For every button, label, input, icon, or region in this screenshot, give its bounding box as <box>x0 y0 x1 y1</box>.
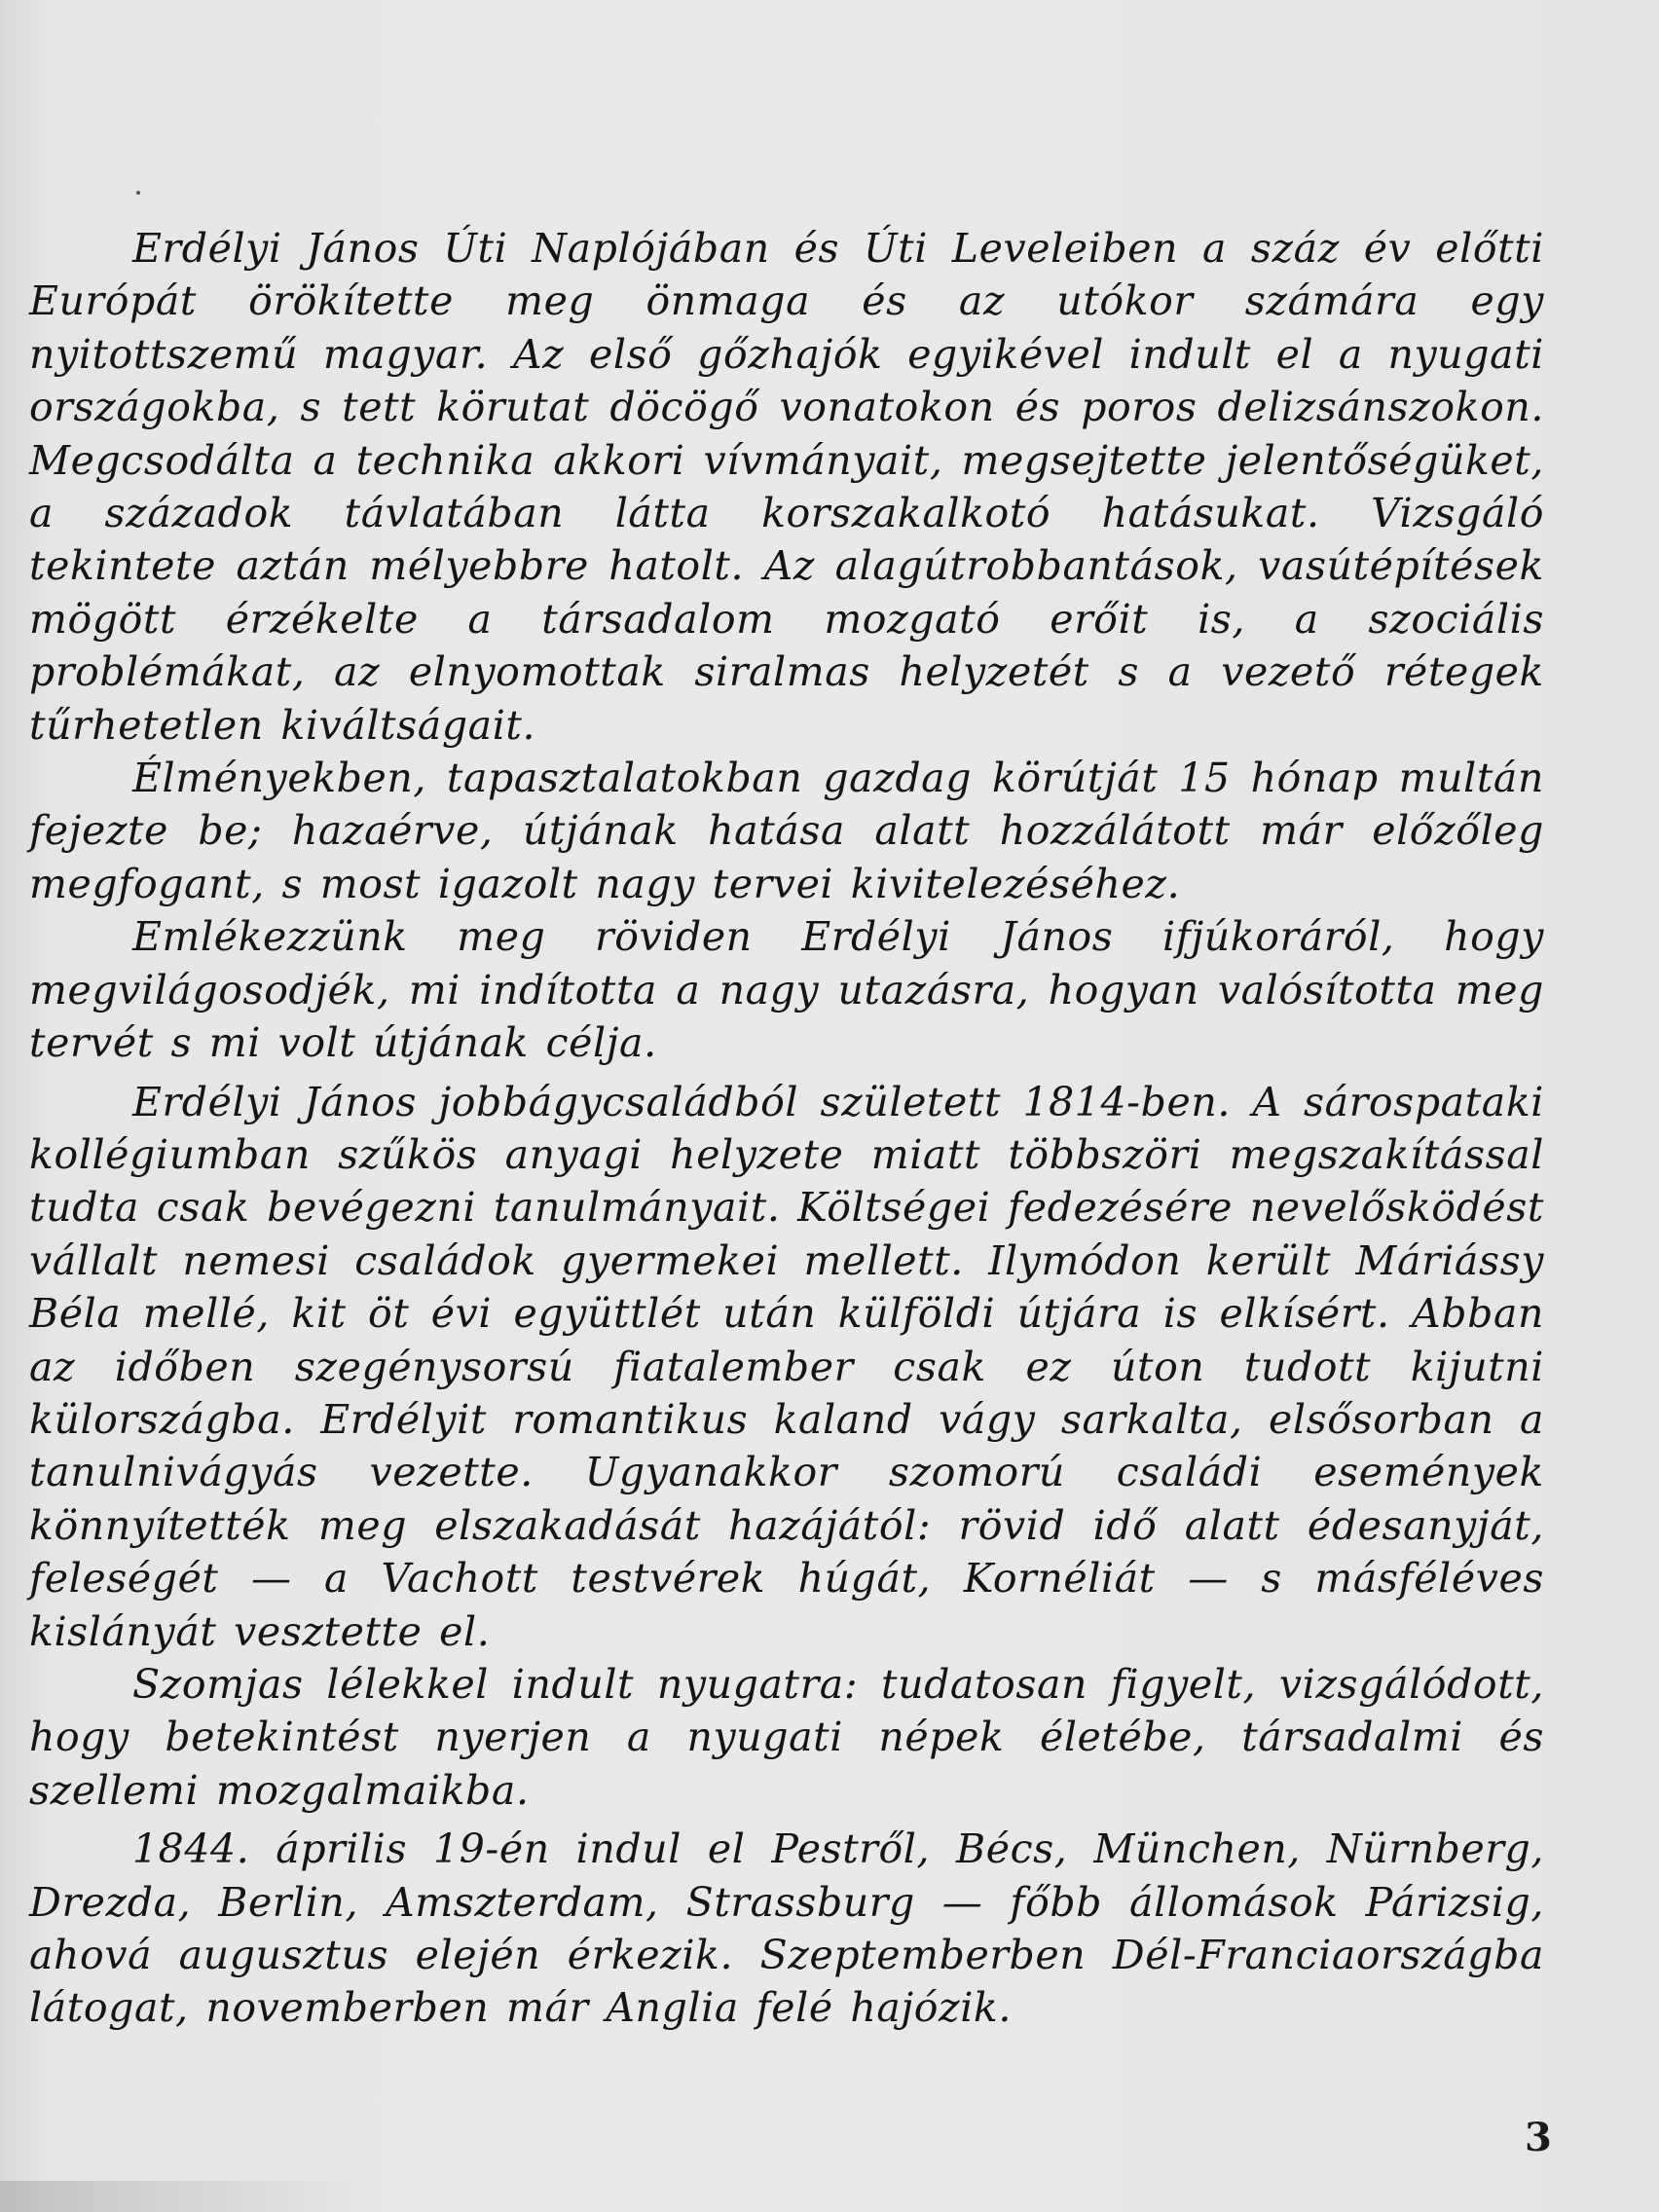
paragraph-1: Erdélyi János Úti Naplójában és Úti Leveleiben a száz év előtti Európát örökítette meg önmaga és az utókor számára egy nyitottszemű magyar. Az első gőzhajók egyikével indult el a nyugati országokba, s tett körutat döcögő vonatokon és poros delizsánszokon. Megcsodálta a technika akkori vívmányait, megsejtette jelentőségüket, a századok távlatában látta korszakalkotó hatásukat. Vizsgáló tekintete aztán mélyebbre hatolt. Az alagútrobbantások, vasútépítések mögött érzékelte a társadalom mozgató erőit is, a szociális problémákat, az elnyomottak siralmas helyzetét s a vezető rétegek tűrhetetlen kiváltságait. <box>29 225 1544 749</box>
paragraph-3: Emlékezzünk meg röviden Erdélyi János ifjúkoráról, hogy megvilágosodjék, mi indította a nagy utazásra, hogyan valósította meg tervét s mi volt útjának célja. <box>29 913 1544 1067</box>
paragraph-2: Élményekben, tapasztalatokban gazdag körútját 15 hónap multán fejezte be; hazaérve, útjának hatása alatt hozzálátott már előzőleg megfogant, s most igazolt nagy tervei kivitelezéséhez. <box>29 755 1544 907</box>
page-number: 3 <box>1525 2115 1552 2160</box>
body-text <box>29 222 1544 2035</box>
watermark-smudge <box>0 2181 370 2212</box>
paragraph-6: 1844. április 19-én indul el Pestről, Bécs, München, Nürnberg, Drezda, Berlin, Amszterdam, Strassburg — főbb állomások Párizsig, ahová augusztus elején érkezik. Szeptemberben Dél-Franciaországba látogat, novemberben már Anglia felé hajózik. <box>29 1825 1544 2032</box>
paragraph-5: Szomjas lélekkel indult nyugatra: tudatosan figyelt, vizsgálódott, hogy betekintést nyerjen a nyugati népek életébe, társadalmi és szellemi mozgalmaikba. <box>29 1660 1544 1814</box>
paragraph-4: Erdélyi János jobbágycsaládból született 1814-ben. A sárospataki kollégiumban szűkös anyagi helyzete miatt többszöri megszakítással tudta csak bevégezni tanulmányait. Költségei fedezésére nevelősködést vállalt nemesi családok gyermekei mellett. Ilymódon került Máriássy Béla mellé, kit öt évi együttlét után külföldi útjára is elkísért. Abban az időben szegénysorsú fiatalember csak ez úton tudott kijutni külországba. Erdélyit romantikus kaland vágy sarkalta, elsősorban a tanulnivágyás vezette. Ugyanakkor szomorú családi események könnyítették meg elszakadását hazájától: rövid idő alatt édesanyját, feleségét — a Vachott testvérek húgát, Kornéliát — s másféléves kislányát vesztette el. <box>29 1078 1544 1655</box>
ink-speck <box>136 191 140 195</box>
